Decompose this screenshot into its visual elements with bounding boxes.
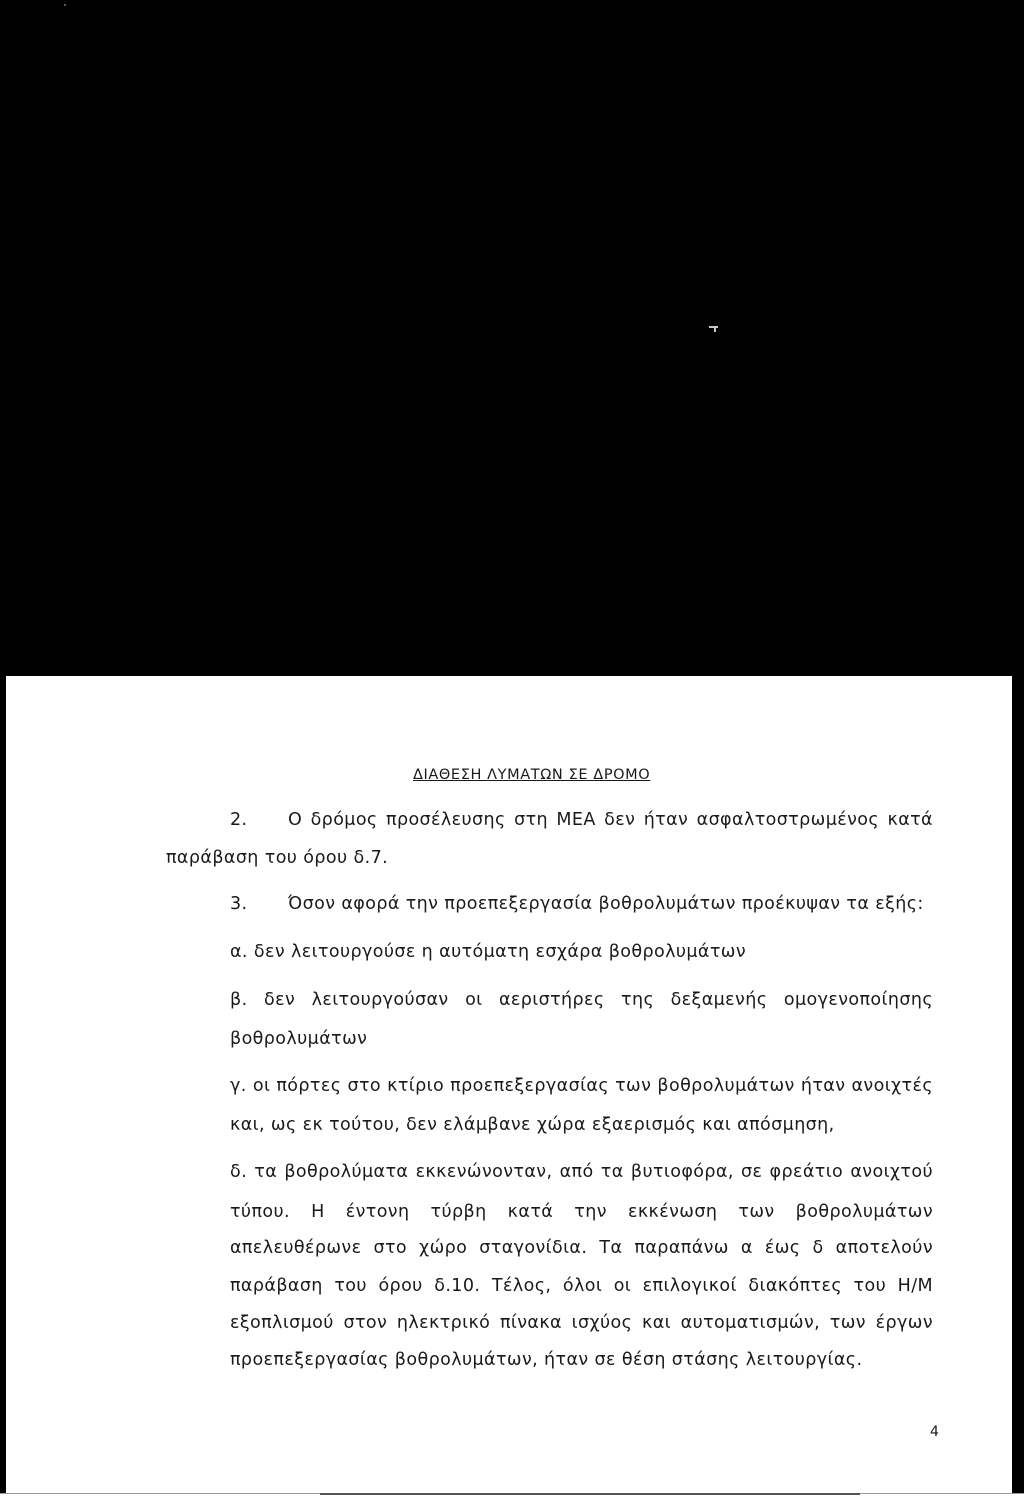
item-2-line-2: παράβαση του όρου δ.7. <box>166 848 389 868</box>
sub-item-d-line-4: παράβαση του όρου δ.10. Τέλος, όλοι οι επιλογικοί διακόπτες του Η/Μ <box>230 1276 933 1296</box>
item-2-line-1: Ο δρόμος προσέλευσης στη ΜΕΑ δεν ήταν ασφαλτοστρωμένος κατά <box>288 810 933 830</box>
scanned-black-area <box>0 0 1024 676</box>
sub-item-d-line-1: δ. τα βοθρολύματα εκκενώνονταν, από τα βυτιοφόρα, σε φρεάτιο ανοιχτού <box>230 1162 933 1182</box>
sub-item-b-line-2: βοθρολυμάτων <box>230 1029 368 1049</box>
sub-item-b-line-1: β. δεν λειτουργούσαν οι αεριστήρες της δεξαμενής ομογενοποίησης <box>230 990 933 1010</box>
sub-item-d-line-2: τύπου. Η έντονη τύρβη κατά την εκκένωση των βοθρολυμάτων <box>230 1202 933 1222</box>
sub-item-d-line-5: εξοπλισμού στον ηλεκτρικό πίνακα ισχύος και αυτοματισμών, των έργων <box>230 1313 933 1333</box>
scan-speck <box>64 4 66 6</box>
sub-item-a: α. δεν λειτουργούσε η αυτόματη εσχάρα βοθρολυμάτων <box>230 942 747 962</box>
section-heading: ΔΙΑΘΕΣΗ ΛΥΜΑΤΩΝ ΣΕ ΔΡΟΜΟ <box>413 767 651 783</box>
item-number-2: 2. <box>230 810 248 830</box>
sub-item-c-line-1: γ. οι πόρτες στο κτίριο προεπεξεργασίας των βοθρολυμάτων ήταν ανοιχτές <box>230 1076 933 1096</box>
sub-item-d-line-3: απελευθέρωνε στο χώρο σταγονίδια. Τα παραπάνω α έως δ αποτελούν <box>230 1238 933 1258</box>
scan-edge-left <box>0 676 6 1500</box>
sub-item-c-line-2: και, ως εκ τούτου, δεν ελάμβανε χώρα εξαερισμός και απόσμηση, <box>230 1115 835 1135</box>
item-3-intro: Όσον αφορά την προεπεξεργασία βοθρολυμάτων προέκυψαν τα εξής: <box>288 894 924 914</box>
item-number-3: 3. <box>230 894 248 914</box>
scan-speck <box>714 328 716 332</box>
scan-edge-right <box>1012 676 1024 1500</box>
page-number: 4 <box>930 1424 939 1440</box>
sub-item-d-line-6: προεπεξεργασίας βοθρολυμάτων, ήταν σε θέση στάσης λειτουργίας. <box>230 1350 863 1370</box>
